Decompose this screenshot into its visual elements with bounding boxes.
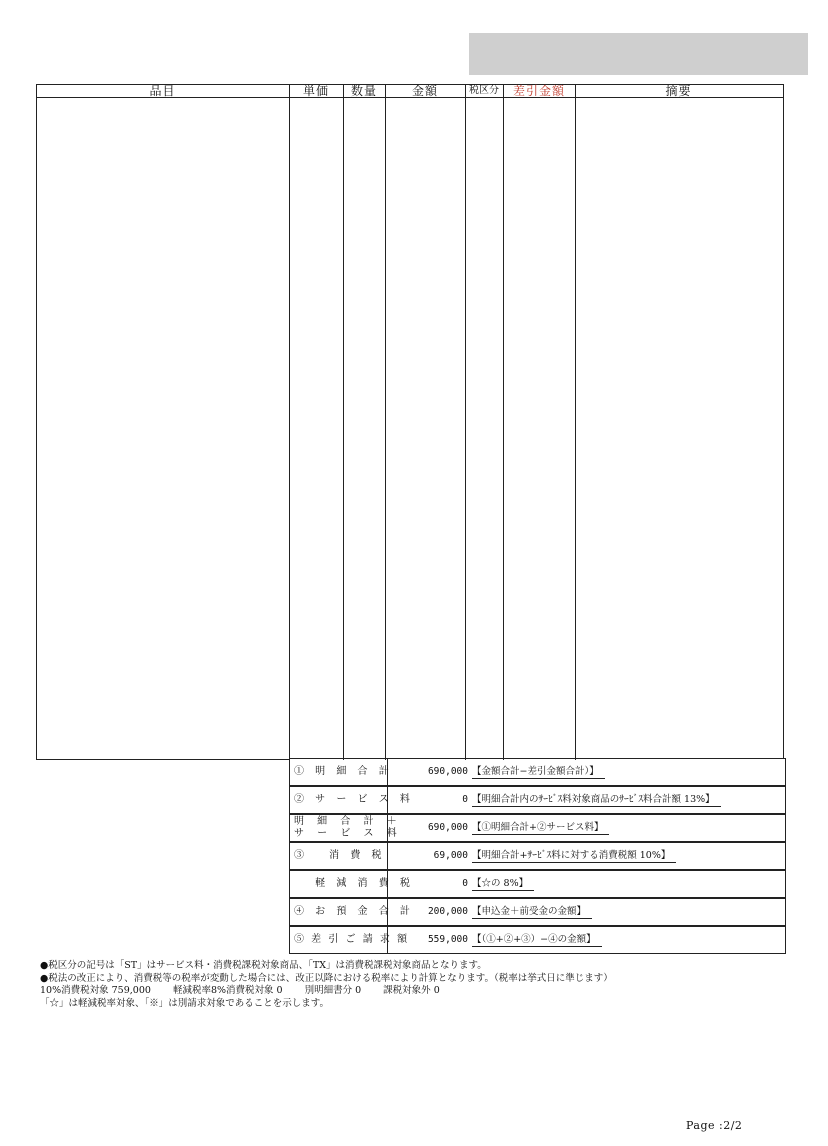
summary-row	[289, 870, 786, 898]
header-tax-category: 税区分	[469, 85, 499, 96]
summary-label-line: 明 細 合 計 ＋	[294, 816, 402, 827]
summary-row	[289, 786, 786, 814]
col-divider	[343, 84, 344, 760]
col-divider	[385, 84, 386, 760]
footnote-line: 「☆」は軽減税率対象、「※」は別請求対象であることを示します。	[40, 997, 329, 1009]
items-table-frame	[36, 84, 784, 759]
header-unit-price: 単価	[302, 84, 329, 98]
header-remarks: 摘要	[665, 84, 692, 98]
col-divider	[575, 84, 576, 760]
col-divider	[465, 84, 466, 760]
summary-label: ④ お 預 金 合 計	[292, 899, 388, 925]
summary-label: ① 明 細 合 計	[292, 759, 388, 785]
col-divider	[503, 84, 504, 760]
footnote-line: 10%消費税対象 759,000 軽減税率8%消費税対象 0 別明細書分 0 課税対象外 0	[40, 985, 440, 996]
summary-label-line: サ ー ビ ス 料	[294, 828, 402, 839]
summary-value: 690,000	[427, 822, 468, 833]
items-table-bottom	[36, 759, 290, 760]
summary-value: 690,000	[427, 766, 468, 777]
summary-value: 0	[462, 878, 468, 889]
header-deduction-amount: 差引金額	[512, 84, 565, 98]
summary-note: 【①明細合計+②サービス料】	[472, 822, 609, 835]
summary-note: 【申込金＋前受金の金額】	[472, 906, 592, 919]
summary-label: ② サ ー ビ ス 料	[292, 787, 388, 813]
page-number: Page :2/2	[686, 1119, 743, 1132]
summary-label	[292, 815, 402, 841]
summary-note: 【（①+②+③）−④の金額】	[472, 934, 602, 947]
summary-label: ⑤ 差 引 ご 請 求 額	[292, 927, 388, 953]
summary-label: 軽 減 消 費 税	[292, 871, 388, 897]
footnote-line: ●税法の改正により、消費税等の税率が変動した場合には、改正以降における税率により計算となります。（税率は挙式日に準じます）	[40, 972, 613, 984]
summary-value: 0	[462, 794, 468, 805]
footnote-line: ●税区分の記号は「ST」はサービス料・消費税課税対象商品、「TX」は消費税課税対象商品となります。	[40, 960, 487, 971]
items-table	[36, 84, 784, 760]
summary-row	[289, 758, 786, 786]
footnotes	[40, 960, 800, 1010]
summary-row	[289, 898, 786, 926]
summary-value: 69,000	[433, 850, 468, 861]
summary-label: ③ 消 費 税	[292, 843, 388, 869]
summary-value: 200,000	[427, 906, 468, 917]
summary-row	[289, 814, 786, 842]
summary-note: 【明細合計内のｻｰﾋﾞｽ料対象商品のｻｰﾋﾞｽ料合計額 13%】	[472, 794, 721, 807]
summary-note: 【金額合計−差引金額合計）】	[472, 766, 605, 779]
summary-note: 【明細合計+ｻｰﾋﾞｽ料に対する消費税額 10%】	[472, 850, 676, 863]
redacted-header-block	[469, 33, 808, 75]
summary-value: 559,000	[427, 934, 468, 945]
header-quantity: 数量	[350, 84, 377, 98]
col-divider	[289, 84, 290, 760]
summary-note: 【☆の 8%】	[472, 878, 534, 891]
header-item: 品目	[149, 84, 176, 98]
header-amount: 金額	[411, 84, 438, 98]
summary-row	[289, 842, 786, 870]
summary-row	[289, 926, 786, 954]
